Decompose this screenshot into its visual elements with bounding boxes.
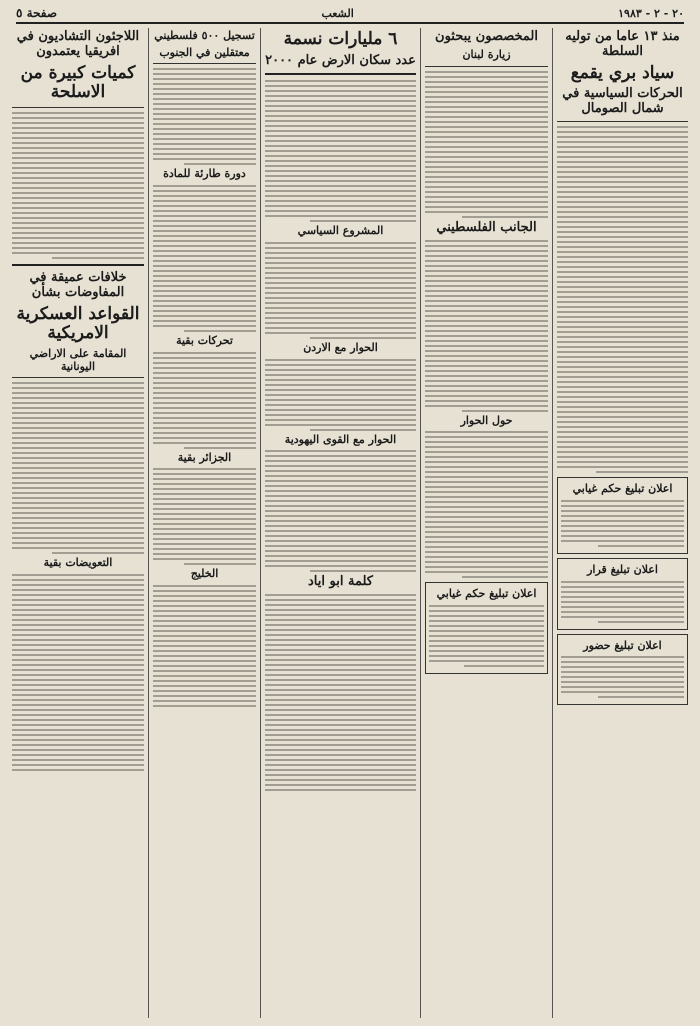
article-body <box>557 126 688 473</box>
column-4 <box>148 28 260 1018</box>
legal-notice <box>557 558 688 630</box>
headline-main: القواعد العسكرية الامريكية <box>16 303 140 344</box>
article-body <box>153 585 256 707</box>
article-body <box>265 242 416 339</box>
paper-name: الشعب <box>321 6 354 20</box>
headline-kicker: منذ ١٣ عاما من توليه السلطة <box>565 29 680 59</box>
headline-kicker: اللاجئون التشاديون في افريقيا يعتمدون <box>16 29 140 59</box>
legal-notice <box>425 582 548 674</box>
article-body <box>425 240 548 412</box>
issue-date: ٢٠ - ٢ - ١٩٨٣ <box>618 6 684 20</box>
headline-sub: المقامة على الاراضي اليونانية <box>29 346 127 373</box>
section-heading: التعويضات بقية <box>43 556 113 570</box>
article-body <box>265 450 416 572</box>
article-body <box>153 185 256 332</box>
article-body <box>12 574 144 771</box>
section-heading: حول الحوار <box>460 413 513 427</box>
article-body <box>153 68 256 165</box>
headline-kicker: خلافات عميقة في المفاوضات بشأن <box>29 269 127 300</box>
article-body <box>265 80 416 222</box>
legal-notice <box>557 477 688 554</box>
legal-notice <box>557 634 688 706</box>
article-body <box>12 112 144 259</box>
section-heading: الخليج <box>190 567 219 581</box>
headline-main: سياد بري يقمع <box>570 62 675 83</box>
notice-title: اعلان تبليغ قرار <box>587 562 658 576</box>
section-heading: الحوار مع الاردن <box>303 341 378 355</box>
page-number: صفحة ٥ <box>16 6 58 20</box>
headline-sub: عدد سكان الارض عام ٢٠٠٠ <box>265 52 416 68</box>
section-heading: المشروع السياسي <box>297 224 384 238</box>
headline-main: كميات كبيرة من الاسلحة <box>20 62 136 103</box>
notice-title: اعلان تبليغ حكم غيابي <box>436 587 537 601</box>
article-body <box>153 468 256 565</box>
section-heading: تحركات بقية <box>176 333 233 347</box>
section-heading: الحوار مع القوى اليهودية <box>284 432 397 446</box>
section-heading: كلمة ابو اياد <box>308 574 373 590</box>
masthead <box>16 4 684 24</box>
column-2 <box>420 28 552 1018</box>
headline-main: ٦ مليارات نسمة <box>283 29 398 49</box>
section-heading: دورة طارئة للمادة <box>163 167 246 181</box>
column-1 <box>552 28 692 1018</box>
column-5 <box>8 28 148 1018</box>
section-heading: الجزائر بقية <box>177 450 232 464</box>
headline-sub: معتقلين في الجنوب <box>159 45 250 59</box>
headline-main: المخصصون يبحثون <box>435 29 538 44</box>
article-body <box>12 382 144 554</box>
column-3 <box>260 28 420 1018</box>
headline-sub: الحركات السياسية في شمال الصومال <box>562 86 683 117</box>
headline-main: تسجيل ٥٠٠ فلسطيني <box>154 29 255 42</box>
article-body <box>265 594 416 791</box>
headline-sub: زيارة لبنان <box>462 47 511 61</box>
notice-title: اعلان تبليغ حضور <box>583 638 662 652</box>
article-body <box>425 431 548 578</box>
section-heading: الجانب الفلسطيني <box>436 219 537 235</box>
notice-title: اعلان تبليغ حكم غيابي <box>572 482 673 496</box>
article-body <box>265 359 416 431</box>
article-body <box>153 352 256 449</box>
article-body <box>425 71 548 218</box>
